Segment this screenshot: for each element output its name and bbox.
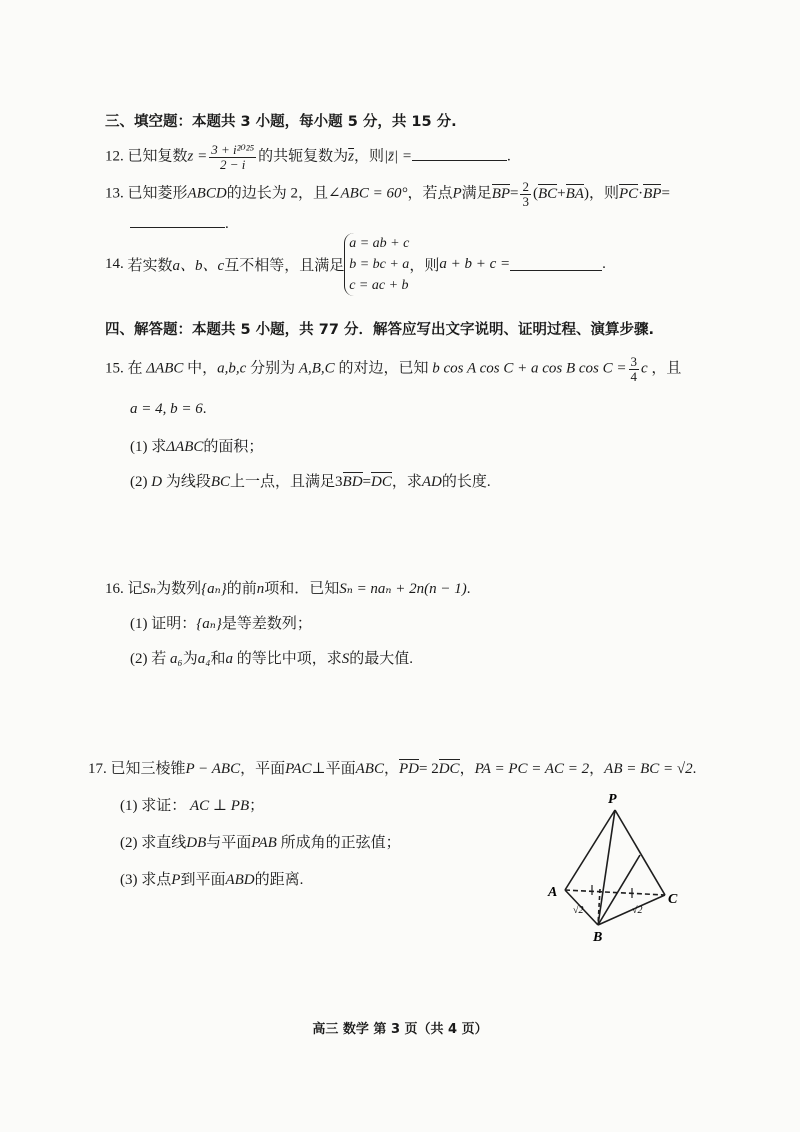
edge-pc	[615, 810, 665, 895]
vertex-label-a: A	[548, 885, 558, 900]
q17-part-3: (3) 求点P到平面ABD的距离.	[120, 872, 304, 888]
edge-pa	[565, 810, 615, 890]
q16-part-2: (2) 若 a₆为a₄和a 的等比中项，求S的最大值.	[130, 651, 414, 667]
q15-part-1: (1) 求ΔABC的面积；	[130, 439, 264, 455]
question-16: 16. 记Sₙ为数列{aₙ}的前n项和．已知Sₙ = naₙ + 2n(n − 1).	[105, 581, 471, 597]
q15-given: a = 4, b = 6.	[130, 401, 207, 417]
section-3-heading: 三、填空题：本题共 3 小题，每小题 5 分，共 15 分.	[105, 114, 457, 130]
q13-answer-line: .	[130, 215, 229, 233]
equation-system: a = ab + c b = bc + a c = ac + b	[344, 233, 409, 296]
answer-blank-13[interactable]	[130, 215, 225, 228]
q15-part-2: (2) D 为线段BC上一点，且满足3BD=DC，求AD的长度.	[130, 474, 491, 490]
q12-number: 12.	[105, 148, 124, 165]
edge-pb	[598, 810, 615, 925]
q14-number: 14.	[105, 255, 124, 272]
tetrahedron-figure	[540, 785, 690, 945]
question-14: 14. 若实数 a、b、c 互不相等，且满足 a = ab + c b = bc + a c = ac + b ，则 a + b + c = .	[105, 232, 606, 296]
vertex-label-c: C	[668, 892, 678, 907]
q17-part-1: (1) 求证： AC ⊥ PB；	[120, 798, 265, 814]
edge-mark-ab: √2	[573, 905, 584, 916]
edge-ac-dashed	[565, 890, 665, 895]
question-13: 13. 已知菱形ABCD的边长为 2，且∠ABC = 60°，若点P满足BP= $\frac{2}{3}$ (BC+BA)，则PC·BP=	[105, 179, 670, 209]
q16-number: 16.	[105, 581, 124, 597]
q16-part-1: (1) 证明：{aₙ}是等差数列；	[130, 616, 312, 632]
page-footer: 高三 数学 第 3 页（共 4 页）	[312, 1022, 488, 1037]
answer-blank-14[interactable]	[510, 258, 602, 271]
q13-number: 13.	[105, 185, 124, 202]
vertex-label-b: B	[593, 930, 603, 945]
section-4-heading: 四、解答题：本题共 5 小题，共 77 分．解答应写出文字说明、证明过程、演算步骤.	[105, 322, 654, 338]
question-15: 15. 在 ΔABC 中，a,b,c 分别为 A,B,C 的对边，已知 b cos A cos C + a cos B cos C = $\frac{3}{4}$ c ，且	[105, 354, 682, 384]
edge-mark-bc: √2	[632, 905, 643, 916]
vertex-label-p: P	[608, 792, 617, 807]
question-17: 17. 已知三棱锥P − ABC，平面PAC⊥平面ABC，PD= 2DC，PA = PC = AC = 2，AB = BC = √2.	[88, 761, 697, 777]
q15-number: 15.	[105, 360, 124, 377]
q17-number: 17.	[88, 761, 107, 777]
segment-height	[598, 889, 600, 925]
q12-fraction: $\frac{\text{3 + i²⁰²⁵}}{2 - i}$	[211, 142, 255, 172]
q17-part-2: (2) 求直线DB与平面PAB 所成角的正弦值；	[120, 835, 401, 851]
answer-blank-12[interactable]	[412, 148, 507, 161]
question-12: 12. 已知复数z = $\frac{\text{3 + i²⁰²⁵}}{2 - i}$ 的共轭复数为$\overline{z}$，则|z̄| = .	[105, 142, 511, 172]
